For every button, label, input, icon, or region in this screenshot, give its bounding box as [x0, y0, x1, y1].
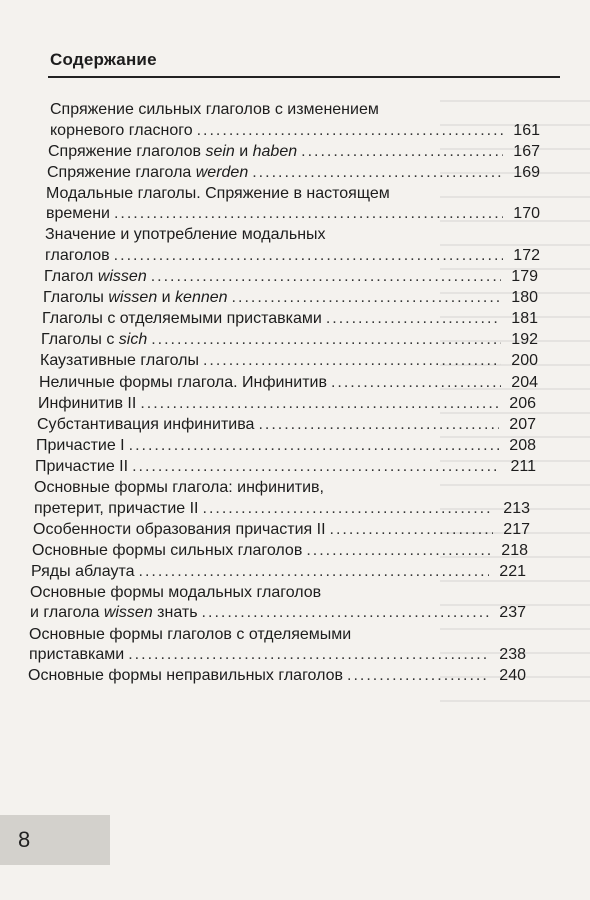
toc-page-number: 167	[513, 142, 540, 160]
leader-dots	[347, 666, 489, 686]
leader-dots	[151, 330, 501, 350]
toc-entry-title: Глаголы с отделяемыми приставками	[42, 310, 322, 328]
toc-page-number: 240	[499, 667, 526, 685]
leader-dots	[114, 246, 504, 266]
toc-entry-title: Субстантивация инфинитива	[37, 415, 255, 433]
toc-entry-title: приставками	[29, 646, 125, 663]
toc-entry-row	[46, 204, 540, 224]
toc-page-number: 169	[513, 163, 540, 181]
toc-entry-row	[40, 351, 538, 371]
toc-page-number: 217	[503, 520, 530, 538]
leader-dots	[330, 520, 494, 540]
toc-entry-row	[50, 121, 540, 141]
toc-entry-row	[30, 603, 526, 623]
toc-entry-title: Спряжение глаголов sein и haben	[48, 142, 298, 160]
toc-page-number: 238	[499, 646, 526, 663]
leader-dots	[203, 351, 501, 371]
leader-dots	[258, 415, 499, 435]
toc-entry-title: Особенности образования причастия II	[33, 520, 326, 538]
toc-page-number: 218	[501, 541, 528, 559]
toc-entry-row	[39, 373, 538, 393]
toc-entry-row	[35, 457, 536, 477]
leader-dots	[197, 121, 504, 141]
leader-dots	[140, 394, 499, 414]
toc-entry-row	[34, 499, 530, 519]
toc-page-number: 208	[509, 436, 536, 454]
section-title: Содержание	[50, 50, 157, 69]
toc-entry-row	[31, 562, 526, 582]
leader-dots	[151, 267, 502, 287]
leader-dots	[232, 288, 502, 308]
toc-page-number: 180	[511, 289, 538, 307]
leader-dots	[139, 562, 490, 582]
toc-page-number: 206	[509, 394, 536, 412]
toc-entry-title: Глаголы с sich	[41, 331, 148, 349]
toc-entry-title: Значение и употребление модальных	[45, 226, 326, 244]
toc-page-number: 200	[511, 352, 538, 370]
toc-entry-title: претерит, причастие II	[34, 499, 199, 517]
toc-entry-row	[29, 645, 526, 665]
toc-entry-row	[41, 330, 538, 350]
toc-entry-title: корневого гласного	[50, 121, 193, 139]
toc-page-number: 179	[511, 268, 538, 285]
toc-entry-title: Каузативные глаголы	[40, 352, 199, 370]
toc-entry-line	[34, 478, 324, 498]
toc-entry-row	[44, 267, 538, 287]
toc-entry-title: Причастие II	[35, 457, 129, 475]
toc-entry-row	[43, 288, 538, 308]
toc-entry-title: Глаголы wissen и kennen	[43, 289, 228, 307]
toc-entry-title: Причастие I	[36, 436, 125, 454]
toc-page-number: 170	[513, 205, 540, 223]
toc-entry-row	[38, 394, 536, 414]
toc-entry-line	[46, 184, 390, 204]
toc-entry-title: Спряжение глагола werden	[47, 163, 249, 181]
toc-page-number: 207	[509, 415, 536, 433]
toc-entry-line	[50, 100, 379, 120]
leader-dots	[202, 603, 490, 623]
page-number-tab	[0, 815, 110, 865]
toc-entry-line	[29, 625, 351, 645]
leader-dots	[331, 373, 501, 393]
toc-entry-row	[32, 541, 528, 561]
toc-page-number: 211	[510, 457, 536, 475]
leader-dots	[132, 457, 500, 477]
toc-entry-row	[28, 666, 526, 686]
toc-entry-title: глаголов	[45, 246, 110, 264]
toc-entry-row	[36, 436, 536, 456]
toc-entry-title: Основные формы глаголов с отделяемыми	[29, 625, 352, 643]
leader-dots	[129, 436, 500, 456]
toc-page-number: 181	[511, 310, 538, 328]
toc-page-number: 172	[513, 246, 540, 264]
toc-entry-title: Глагол wissen	[44, 268, 147, 285]
toc-entry-title: Модальные глаголы. Спряжение в настоящем	[46, 184, 390, 202]
leader-dots	[306, 541, 491, 561]
toc-entry-title: Основные формы модальных глаголов	[30, 583, 322, 601]
toc-entry-title: Основные формы неправильных глаголов	[28, 667, 344, 685]
page-number: 8	[18, 827, 31, 852]
toc-entry-row	[33, 520, 530, 540]
leader-dots	[203, 499, 494, 519]
toc-entry-title: Инфинитив II	[38, 394, 137, 412]
toc-entry-row	[37, 415, 536, 435]
toc-entry-title: Спряжение сильных глаголов с изменением	[50, 101, 379, 118]
leader-dots	[326, 309, 501, 329]
leader-dots	[114, 204, 503, 224]
toc-entry-row	[48, 142, 540, 162]
leader-dots	[252, 163, 503, 183]
toc-entry-title: и глагола wissen знать	[30, 604, 198, 622]
toc-entry-title: Основные формы сильных глаголов	[32, 541, 303, 559]
toc-entry-title: Неличные формы глагола. Инфинитив	[39, 373, 327, 391]
toc-page-number: 204	[511, 373, 538, 391]
toc-entry-line	[30, 583, 321, 603]
toc-entry-title: времени	[46, 205, 110, 223]
toc-entry-row	[45, 246, 540, 266]
toc-page-number: 161	[513, 121, 540, 139]
toc-page-number: 213	[503, 499, 530, 517]
toc-page-number: 192	[511, 331, 538, 349]
toc-entry-row	[42, 309, 538, 329]
toc-entry-line	[45, 225, 326, 245]
toc-entry-title: Основные формы глагола: инфинитив,	[34, 479, 324, 496]
toc-entry-title: Ряды аблаута	[31, 562, 135, 580]
leader-dots	[128, 645, 489, 665]
leader-dots	[301, 142, 503, 162]
toc-entry-row	[47, 163, 540, 183]
toc-page-number: 221	[499, 562, 526, 580]
toc-page-number: 237	[499, 604, 526, 622]
